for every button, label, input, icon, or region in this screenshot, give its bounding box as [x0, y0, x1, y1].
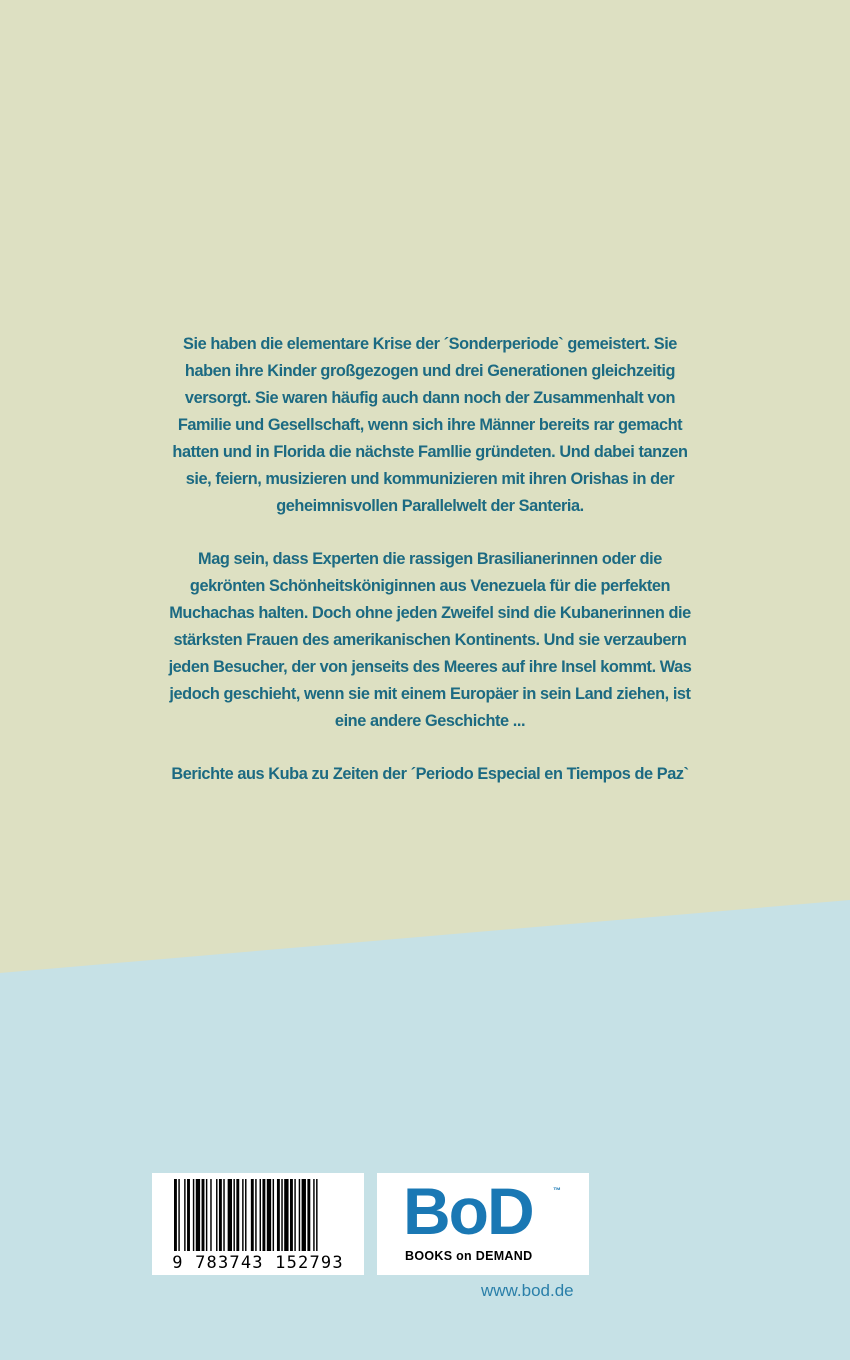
barcode-bar — [307, 1179, 310, 1251]
barcode-bar — [273, 1179, 274, 1251]
barcode-bar — [236, 1179, 239, 1251]
barcode-bar — [187, 1179, 190, 1251]
blurb-paragraph-2: Mag sein, dass Experten die rassigen Brasilianerinnen oder die gekrönten Schönheitsköniginnen aus Venezuela für die perfekten Muchachas halten. Doch ohne jeden Zweifel sind die Kubanerinnen die stärksten Frauen des amerikanischen Kontinents. Und sie verzaubern jeden Besucher, der von jenseits des Meeres auf ihre Insel kommt. Was jedoch geschieht, wenn sie mit einem Europäer in sein Land ziehen, ist eine andere Geschichte ... — [168, 549, 692, 730]
barcode-bar — [219, 1179, 222, 1251]
barcode-bar — [290, 1179, 293, 1251]
barcode-bar — [216, 1179, 217, 1251]
barcode-bar — [260, 1179, 261, 1251]
barcode-bar — [255, 1179, 256, 1251]
barcode-bar — [178, 1179, 179, 1251]
trademark-symbol: ™ — [553, 1186, 561, 1195]
isbn-digits: 9 783743 152793 — [172, 1253, 344, 1273]
bod-logo-mark: BoD — [403, 1174, 533, 1248]
publisher-logo — [377, 1173, 589, 1275]
barcode-bar — [223, 1179, 224, 1251]
barcode-bar — [313, 1179, 314, 1251]
barcode-bar — [206, 1179, 207, 1251]
barcode-bar — [202, 1179, 205, 1251]
isbn-barcode — [152, 1173, 364, 1275]
barcode-bar — [242, 1179, 243, 1251]
blurb-tagline: Berichte aus Kuba zu Zeiten der ´Periodo Especial en Tiempos de Paz` — [171, 764, 689, 783]
barcode-bar — [284, 1179, 288, 1251]
barcode-bar — [245, 1179, 246, 1251]
blurb-paragraph-1: Sie haben die elementare Krise der ´Sonderperiode` gemeistert. Sie haben ihre Kinder großgezogen und drei Generationen gleichzeitig versorgt. Sie waren häufig auch dann noch der Zusammenhalt von Familie und Gesellschaft, wenn sich ihre Männer bereits rar gemacht hatten und in Florida die nächste Famllie gründeten. Und dabei tanzen sie, feiern, musizieren und kommunizieren mit ihren Orishas in der geheimnisvollen Parallelwelt der Santeria. — [172, 334, 688, 515]
barcode-bar — [277, 1179, 280, 1251]
barcode-bar — [316, 1179, 317, 1251]
barcode-bar — [281, 1179, 282, 1251]
barcode-bar — [302, 1179, 306, 1251]
barcode-icon — [152, 1173, 364, 1253]
barcode-bar — [228, 1179, 232, 1251]
barcode-bar — [210, 1179, 211, 1251]
barcode-bar — [262, 1179, 265, 1251]
barcode-bar — [233, 1179, 234, 1251]
barcode-bar — [174, 1179, 177, 1251]
barcode-bar — [251, 1179, 254, 1251]
barcode-bar — [294, 1179, 295, 1251]
barcode-bar — [299, 1179, 300, 1251]
blurb-text — [161, 330, 699, 813]
barcode-bar — [196, 1179, 200, 1251]
barcode-bar — [184, 1179, 185, 1251]
barcode-bar — [193, 1179, 194, 1251]
publisher-tagline: BOOKS on DEMAND — [405, 1249, 533, 1263]
publisher-website-link[interactable]: www.bod.de — [481, 1281, 574, 1300]
barcode-bar — [267, 1179, 271, 1251]
